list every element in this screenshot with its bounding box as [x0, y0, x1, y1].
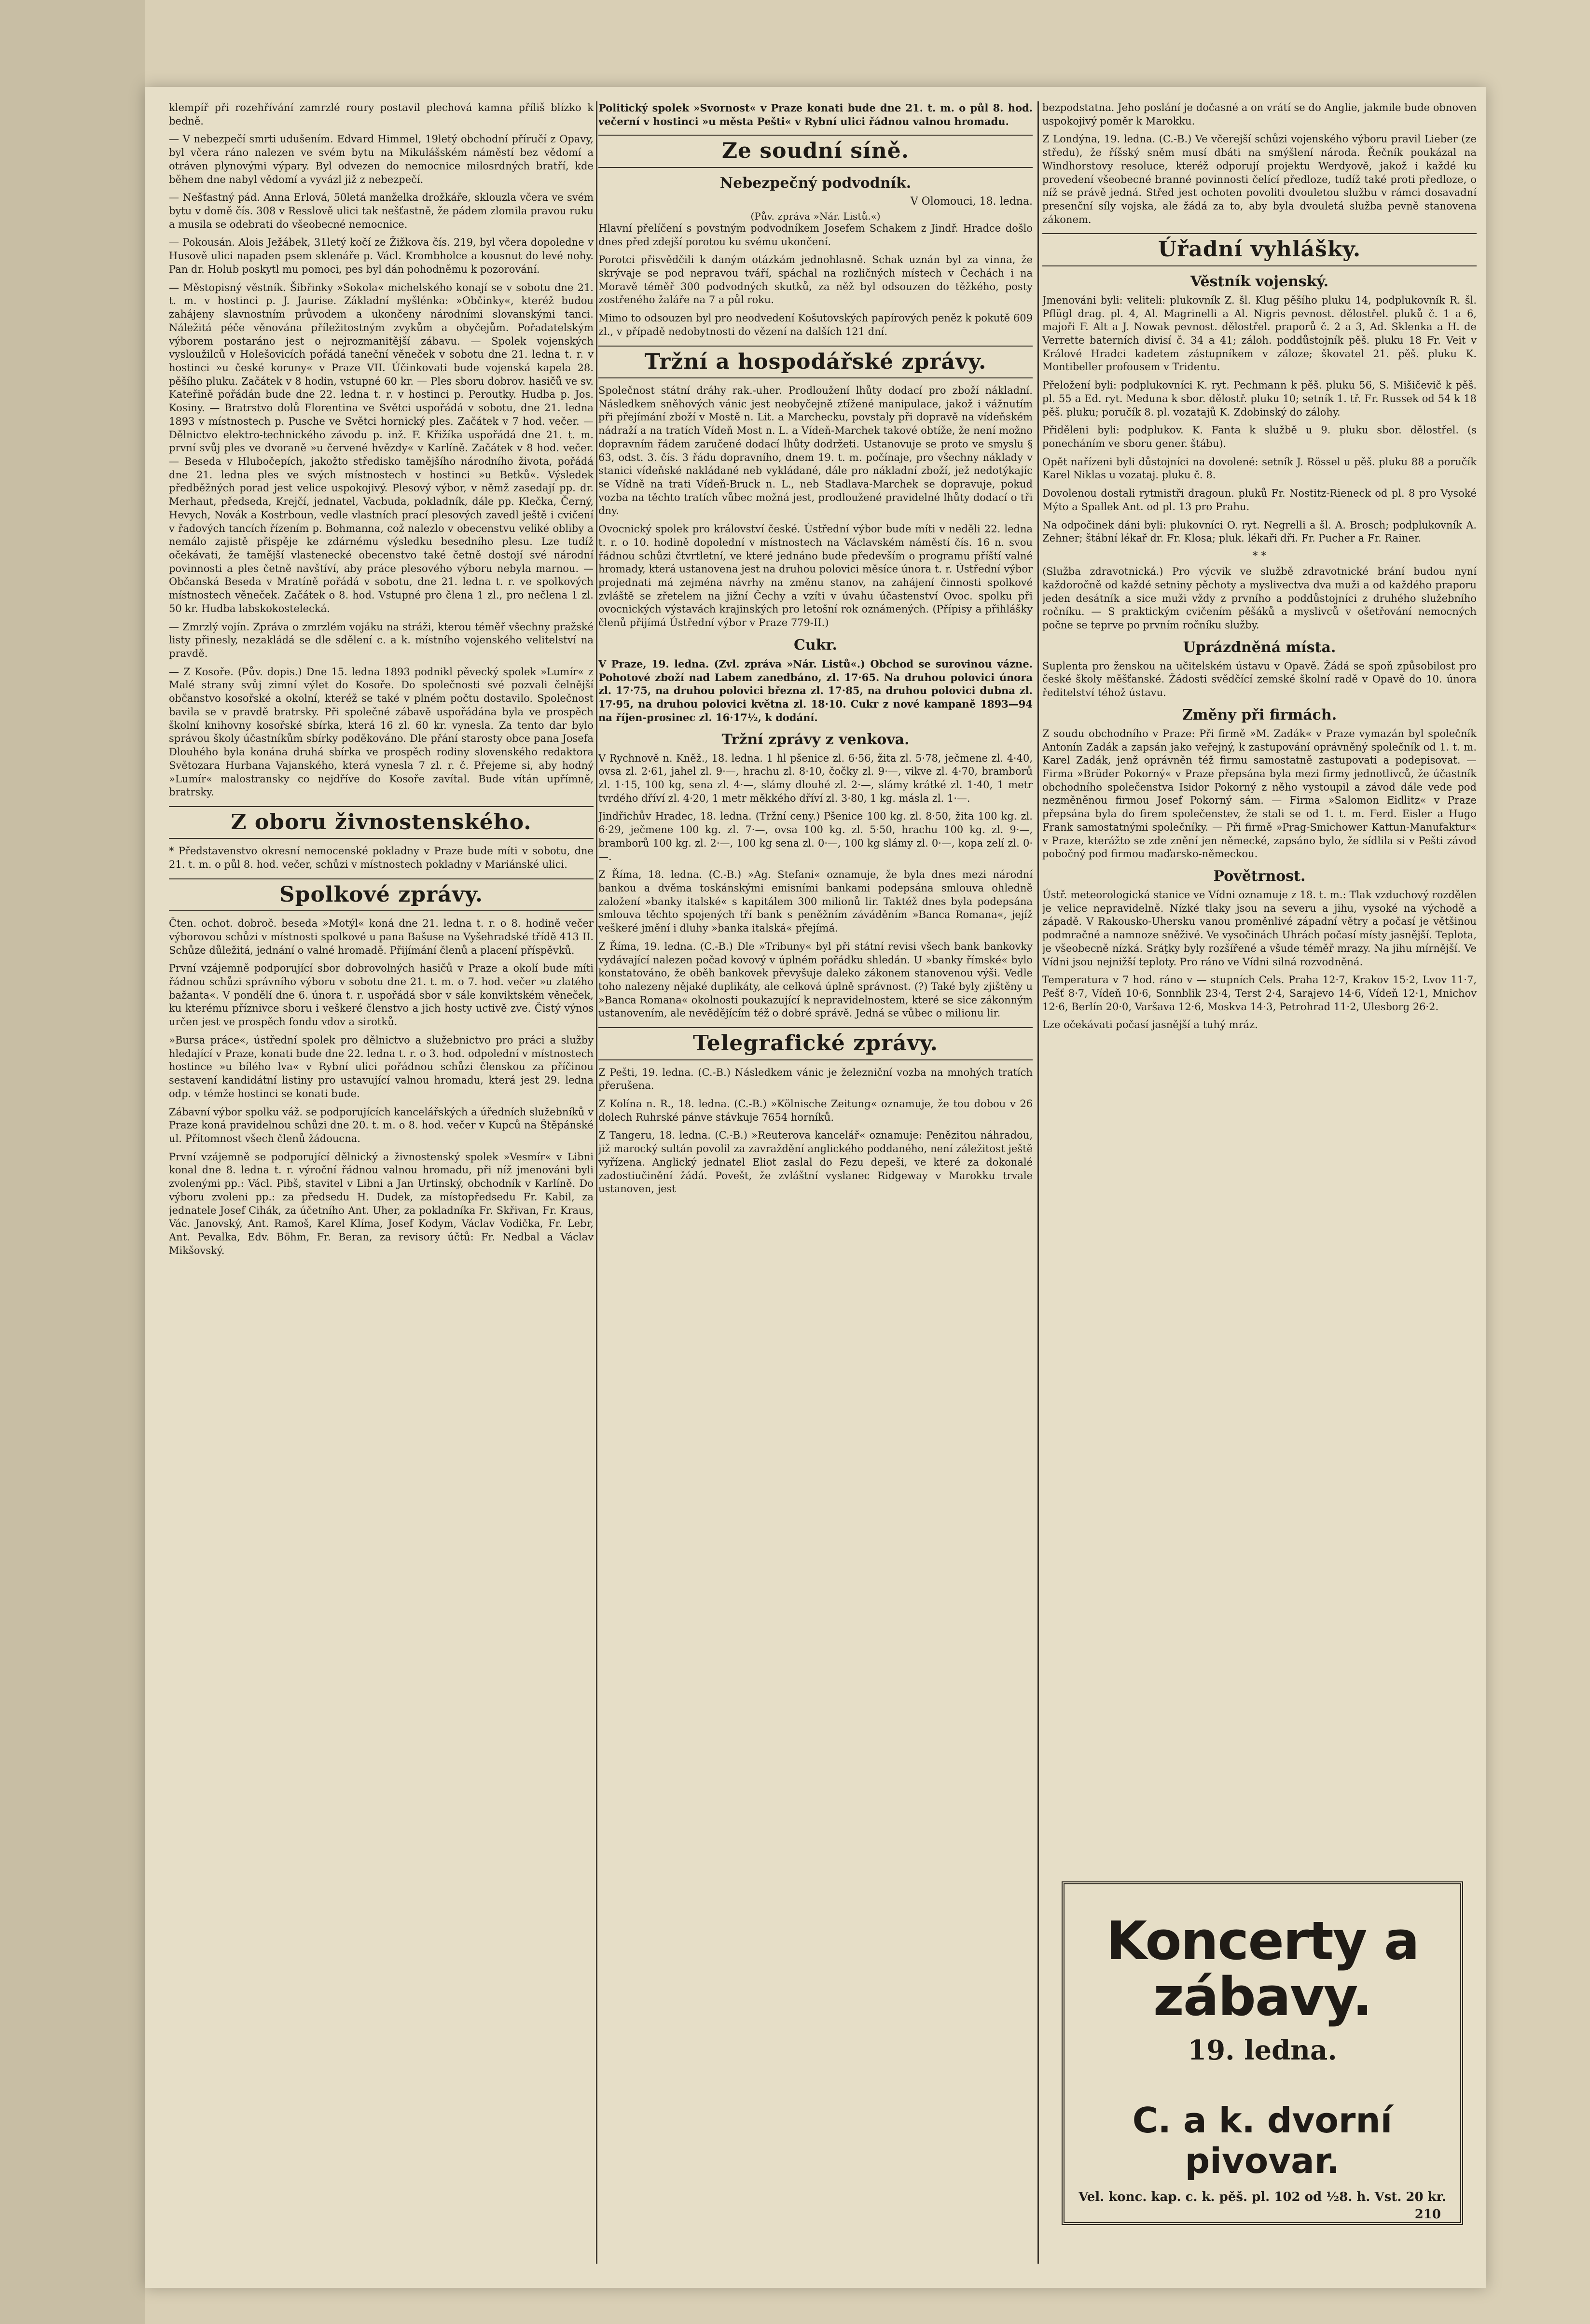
advertisement-box [1062, 1881, 1463, 2225]
article-text: Jindřichův Hradec, 18. ledna. (Tržní ceny.) Pšenice 100 kg. zl. 8·50, žita 100 kg. zl. 6·29, ječmene 100 kg. zl. 7·—, ovsa 100 kg. zl. 5·50, hrachu 100 kg. zl. 9·—, bramborů 100 kg. zl. 2·—, 100 kg sena zl. 0·—, 100 kg slámy zl. 0·—, kopa zelí zl. 0·—. [598, 810, 1033, 863]
article-text: První vzájemně podporující sbor dobrovolných hasičů v Praze a okolí bude míti řádnou schůzi správního výboru v sobotu dne 21. t. m. o 7. hod. večer »u zlatého bažanta«. V pondělí dne 6. února t. r. uspořádá sbor v sále konviktském věneček, ku kterému příznivce sboru i veškeré členstvo a jich hosty uctivě zve. Čistý výnos určen jest ve prospěch fondu vdov a sirotků. [169, 962, 594, 1028]
section-heading: Tržní a hospodářské zprávy. [598, 346, 1033, 378]
article-text: Z Kolína n. R., 18. ledna. (C.-B.) »Kölnische Zeitung« oznamuje, že tou dobou v 26 dolech Ruhrské pánve stávkuje 7654 horníků. [598, 1098, 1033, 1123]
article-text: Přiděleni byli: podplukov. K. Fanta k službě u 9. pluku sbor. dělostřel. (s ponecháním ve sboru gener. štábu). [1042, 424, 1477, 450]
column-divider [596, 101, 597, 2264]
column-3 [1042, 101, 1477, 2273]
article-text: — Nešťastný pád. Anna Erlová, 50letá manželka drožkáře, sklouzla včera ve svém bytu v domě čís. 308 v Resslově ulici tak nešťastně, že pádem zlomila pravou ruku a musila se odebrati do všeobecné nemocnice. [169, 192, 594, 230]
article-text: Společnost státní dráhy rak.-uher. Prodloužení lhůty dodací pro zboží nákladní. Následkem sněhových vánic jest neobyčejně ztížené manipulace, jakož i vážnutím při přejímání zboží v Mostě n. Lit. a Marchecku, povstaly při dopravě na vídeňském nádraží a na tratích Vídeň Most n. L. a Vídeň-Marchek takové obtíže, že není možno dopravním řádem zaručené dodací lhůty dodržeti. Ustanovuje se proto ve smyslu § 63, odst. 3. čís. 3 řádu dopravního, dnem 19. t. m. počínaje, pro všechny náklady v stanici vídeňské nakládané neb vykládané, dále pro nákladní zboží, jež nedotýkajíc se Vídně na trati Vídeň-Bruck n. L., neb Stadlava-Marchek se dopravuje, pokud vozba na těchto tratích vůbec možná jest, prodloužené pravidelné lhůty dodací o tři dny. [598, 384, 1033, 517]
article-text: bezpodstatna. Jeho poslání je dočasné a on vrátí se do Anglie, jakmile bude obnoven uspokojivý poměr k Marokku. [1042, 102, 1477, 127]
ad-company: C. a k. dvorní pivovar. [1132, 2100, 1393, 2181]
article-text: (Služba zdravotnická.) Pro výcvik ve službě zdravotnické brání budou nyní každoročně od každé setniny pěchoty a myslivectva dva muži a od každého praporu jeden desátník a sice muži vždy z prvního a poddůstojníci z druhého služebního ročníku. — S praktickým cvičením pěšáků a myslivců v ošetřování nemocných počne se teprve po prvním ročníku služby. [1042, 566, 1477, 631]
article-text: klempíř při rozehřívání zamrzlé roury postavil plechová kamna příliš blízko k bedně. [169, 102, 594, 127]
article-text: V Rychnově n. Kněž., 18. ledna. 1 hl pšenice zl. 6·56, žita zl. 5·78, ječmene zl. 4·40, ovsa zl. 2·61, jahel zl. 9·—, hrachu zl. 8·10, čočky zl. 9·—, vikve zl. 4·70, bramborů zl. 1·15, 100 kg, sena zl. 4·—, slámy dlouhé zl. 2·—, slámy krátké zl. 1·40, 1 metr tvrdého dříví zl. 4·20, 1 metr měkkého dříví zl. 3·80, 1 kg. másla zl. 1·—. [598, 752, 1033, 804]
article-text: Zábavní výbor spolku váž. se podporujících kancelářských a úředních služebníků v Praze koná pravidelnou schůzi dne 20. t. m. o 8. hod. večer v Kupců na Štěpánské ul. Přítomnost všech členů žádoucna. [169, 1106, 594, 1144]
ad-number: 210 [1414, 2207, 1441, 2222]
article-text: Temperatura v 7 hod. ráno v — stupních Cels. Praha 12·7, Krakov 15·2, Lvov 11·7, Pešť 8·7, Vídeň 10·6, Sonnblik 23·4, Terst 2·4, Sarajevo 14·6, Vídeň 12·1, Mnichov 12·6, Berlín 20·0, Varšava 12·6, Moskva 14·3, Petrohrad 11·2, Ulesborg 26·2. [1042, 974, 1477, 1013]
article-text: Mimo to odsouzen byl pro neodvedení Košutovských papírových peněz k pokutě 609 zl., v případě nedobytnosti do vězení na dalších 121 dní. [598, 312, 1033, 337]
article-text: Opět nařízeni byli důstojníci na dovolené: setník J. Rössel u pěš. pluku 88 a poručík Karel Niklas u vozataj. pluku č. 8. [1042, 456, 1477, 481]
ad-date: 19. ledna. [1188, 2034, 1337, 2066]
article-text: Z Říma, 18. ledna. (C.-B.) »Ag. Stefani« oznamuje, že byla dnes mezi národní bankou a dvěma toskánskými emisními bankami podepsána smlouva ohledně založení »banky italské« s kapitálem 300 milionů lir. Taktéž dnes byla podepsána smlouva těchto spojených tří bank s peněžním záváděním »Banca Romana«, jejíž veškeré jmění i dluhy »banka italská« přejímá. [598, 869, 1033, 934]
article-text: — Městopisný věstník. Šibřinky »Sokola« michelského konají se v sobotu dne 21. t. m. v hostinci p. J. Jaurise. Základní myšlénka: »Občinky«, kteréž budou zahájeny slavnostním průvodem a ukončeny národními slovanskými tanci. Náležitá péče věnována příležitostným zvykům a obyčejům. Pořadatelským výborem postaráno jest o nejrozmanitější zábavu. — Spolek vojenských vysloužilců v Holešovicích pořádá taneční věneček v sobotu dne 21. ledna t. r. v hostinci »u české koruny« v Praze VII. Účinkovati bude vojenská kapela 28. pěšího pluku. Začátek v 8 hodin, vstupné 60 kr. — Ples sboru dobrov. hasičů ve sv. Kateřině pořádán bude dne 22. ledna t. r. v hostinci p. Peroutky. Hudba p. Jos. Kosiny. — Bratrstvo dolů Florentina ve Světci uspořádá v sobotu, dne 21. ledna 1893 v místnostech p. Pusche ve Světci hornický ples. Začátek v 7 hod. večer. — Dělnictvo elektro-technického závodu p. inž. F. Křižíka uspořádá dne 21. t. m. první svůj ples ve dvoraně »u červené hvězdy« v Karlíně. Začátek v 8 hod. večer. — Beseda v Hlubočepích, jakožto středisko tamějšího národního života, pořádá dne 21. ledna ples ve svých místnostech v hostinci »u Betků«. Výsledek předběžných porad jest velice uspokojivý. Plesový výbor, v němž zasedají pp. dr. Merhaut, předseda, Krejčí, jednatel, Vacbuda, pokladník, dále pp. Klečka, Černý, Hevych, Novák a Kostrboun, vedle vlastních prací plesových zavedl ještě i cvičení v řadových tancích řízením p. Bohmanna, což nalezlo v obecenstvu veliké obliby a nemálo zajistě přispěje ke zdárnému výsledku besedního plesu. Lze tudíž očekávati, že tamější vlastenecké obecenstvo také četně dostojí své národní povinnosti a ples četně navštíví, aby práce plesového výboru nebyla marnou. — Občanská Beseda v Mratíně pořádá v sobotu, dne 21. ledna t. r. ve spolkových místnostech věneček. Začátek o 8. hod. Vstupné pro člena 1 zl., pro nečlena 1 zl. 50 kr. Hudba labskokostelecká. [169, 281, 594, 614]
article-text: — Zmrzlý vojín. Zpráva o zmrzlém vojáku na stráži, kterou téměř všechny pražské listy přinesly, nezakládá se dle sdělení c. a k. místního vojenského velitelství na pravdě. [169, 621, 594, 660]
article-text: Lze očekávati počasí jasnější a tuhý mráz. [1042, 1019, 1258, 1031]
section-heading: Telegrafické zprávy. [598, 1027, 1033, 1060]
article-text: Politický spolek »Svornost« v Praze konati bude dne 21. t. m. o půl 8. hod. večerní v hostinci »u města Pešti« v Rybní ulici řádnou valnou hromadu. [598, 102, 1033, 127]
article-text: Ústř. meteorologická stanice ve Vídni oznamuje z 18. t. m.: Tlak vzduchový rozdělen je velice nepravidelně. Nízké tlaky jsou na severu a jihu, vysoké na východě a západě. V Rakousko-Uhersku vanou proměnlivé západní větry a počasí je většinou podmračné a namnoze sněživé. Ve vysočinách Uhrách počasí místy jasnější. Teplota, je všeobecně nízká. Sráţky byly rozšířené a všude téměř mrazy. Na jihu mírnější. Ve Vídni jsou nejnižší teploty. Pro ráno ve Vídni silná rozvodněná. [1042, 889, 1477, 968]
article-headline: Povětrnost. [1213, 868, 1306, 885]
article-text: Suplenta pro ženskou na učitelském ústavu v Opavě. Žádá se spoň způsobilost pro české školy měšťanské. Žádosti svědčící zemské školní radě v Opavě do 10. února ředitelství téhož ústavu. [1042, 660, 1477, 699]
ad-detail: Vel. konc. kap. c. k. pěš. pl. 102 od ½8. h. Vst. 20 kr. [1078, 2190, 1447, 2204]
column-2 [598, 101, 1033, 2273]
column-1 [169, 101, 594, 2273]
article-text: Z Pešti, 19. ledna. (C.-B.) Následkem vánic je železniční vozba na mnohých tratích přerušena. [598, 1066, 1033, 1092]
section-heading: Spolkové zprávy. [169, 878, 594, 911]
article-headline: Tržní zprávy z venkova. [721, 731, 910, 748]
article-text: Z Tangeru, 18. ledna. (C.-B.) »Reuterova kancelář« oznamuje: Penězitou náhradou, již marocký sultán povolil za zavraždění anglického poddaného, není záležitost ještě vyřízena. Anglický jednatel Eliot zaslal do Fezu depeši, ve které za dokonalé zadostiučinění žádá. Povešt, že zvláštní vyslanec Ridgeway v Marokku trvale ustanoven, jest [598, 1129, 1033, 1195]
section-heading: Ze soudní síně. [598, 135, 1033, 167]
article-headline: Nebezpečný podvodník. [719, 174, 912, 192]
ad-title: Koncerty a zábavy. [1106, 1910, 1419, 2028]
article-text: — Pokousán. Alois Ježábek, 31letý kočí ze Žižkova čís. 219, byl včera dopoledne v Husově ulici napaden psem sklenáře p. Václ. Krombholce a kousnut do levé nohy. Pan dr. Holub poskytl mu pomoci, pes byl dán pohodněmu k pozorování. [169, 237, 594, 275]
article-text: První vzájemně se podporující dělnický a živnostenský spolek »Vesmír« v Libni konal dne 8. ledna t. r. výroční řádnou valnou hromadu, při níž jmenováni byli zvolenými pp.: Václ. Pibš, stavitel v Libni a Jan Urtinský, obchodník v Karlíně. Do výboru zvoleni pp.: za předsedu H. Dudek, za místopředsedu Fr. Kabil, za jednatele Josef Cihák, za účetního Ant. Uher, za pokladníka Fr. Skřivan, Fr. Kraus, Vác. Janovský, Ant. Ramoš, Karel Klíma, Josef Kodym, Václav Vodička, Fr. Lebr, Ant. Pevalka, Edv. Böhm, Fr. Beran, za revisory účtů: Fr. Nedbal a Václav Mikšovský. [169, 1151, 594, 1256]
article-text: Hlavní přelíčení s povstným podvodníkem Josefem Schakem z Jindř. Hradce došlo dnes před zdejší porotou ku svému ukončení. [598, 222, 1033, 248]
separator-ornament: * * [1252, 550, 1267, 563]
column-divider [1037, 101, 1039, 2264]
article-headline: Změny při firmách. [1182, 706, 1337, 724]
article-text: — Z Kosoře. (Pův. dopis.) Dne 15. ledna 1893 podnikl pěvecký spolek »Lumír« z Malé strany svůj zimní výlet do Kosoře. Do společnosti své pozvali čelnější občanstvo kosořské a okolní, kteréž se také v plném počtu dostavilo. Společnost bavila se v pravdě bratrsky. Při společné zábavě uspořádána byla ve prospěch školní knihovny kosořské sbírka, která 16 zl. 60 kr. vynesla. Za tento dar bylo správou školy účastníkům sbírky poděkováno. Dle přání starosty obce pana Josefa Dlouhého byla konána druhá sbírka ve prospěch rodiny slovenského redaktora Světozara Hurbana Vajanského, která vynesla 7 zl. r. č. Přejeme si, aby hodný »Lumír« malostransky co nejdříve do Kosoře zavítal. Bude vítán upřímně, bratrsky. [169, 666, 594, 798]
article-text: Přeložení byli: podplukovníci K. ryt. Pechmann k pěš. pluku 56, S. Mišičevič k pěš. pl. 55 a Ed. ryt. Meduna k sbor. dělostř. pluku 10; setník 1. tř. Fr. Russek od 54 k 18 pěš. pluku; poručík 8. pl. vozatajů K. Zdobinský do zálohy. [1042, 379, 1477, 418]
article-text: * Představenstvo okresní nemocenské pokladny v Praze bude míti v sobotu, dne 21. t. m. o půl 8. hod. večer, schůzi v místnostech pokladny v Mariánské ulici. [169, 845, 594, 871]
article-text: — V nebezpečí smrti udušením. Edvard Himmel, 19letý obchodní příručí z Opavy, byl včera ráno nalezen ve svém bytu na Mikulášském náměstí bez vědomí a otráven plynovými výpary. Byl odvezen do nemocnice milosrdných bratří, kde během dne nabyl vědomí a vyvázl již z nebezpečí. [169, 133, 594, 185]
article-headline: Věstník vojenský. [1190, 273, 1329, 290]
newspaper-page [145, 87, 1486, 2288]
page-edge [0, 0, 145, 2324]
source-note: (Pův. zpráva »Nár. Listů.«) [750, 210, 881, 222]
article-text: Z soudu obchodního v Praze: Při firmě »M. Zadák« v Praze vymazán byl společník Antonín Zadák a zapsán jako veřejný, k zastupování oprávněný společník od 1. t. m. Karel Zadák, jenž oprávněn též firmu samostatně zastupovati a podepisovat. — Firma »Brüder Pokorný« v Praze přepsána byla mezi firmy jednotlivců, že účastník obchodního společenstva Isidor Pokorný z něho vystoupil a závod dále vede pod nezměněnou firmou Josef Pokorný sám. — Firma »Salomon Eidlitz« v Praze přepsána byla do firem společenstev, že stali se od 1. t. m. Ferd. Eisler a Hugo Frank samostatnými společníky. — Při firmě »Prag-Smichower Kattun-Manufaktur« v Praze, kterážto se zde znění jen německé, zapsáno bylo, že sídlila si v Pešti závod pobočný pod firmou maďarsko-německou. [1042, 727, 1477, 860]
article-text: »Bursa práce«, ústřední spolek pro dělnictvo a služebnictvo pro práci a služby hledající v Praze, konati bude dne 22. ledna t. r. o 3. hod. odpolední v místnostech hostince »u bílého lva« v Rybní ulici pořádnou schůzi členskou za příčinou sestavení kandidátní listiny pro ustavující valnou hromadu, která jest 29. ledna odp. v témže hostinci se konati bude. [169, 1034, 594, 1099]
dateline: V Olomouci, 18. ledna. [910, 195, 1033, 208]
article-text: Ovocnický spolek pro království české. Ústřední výbor bude míti v neděli 22. ledna t. r. o 10. hodině dopolední v místnostech na Václavském náměstí čís. 16 n. svou řádnou schůzi čtvrtletní, ve které jednáno bude především o programu příští valné hromady, která ustanovena jest na druhou polovici měsíce února t. r. Ústřední výbor projednati má zejména návrhy na změnu stanov, na zahájení činnosti spolkové zvláště se zřetelem na jižní Čechy a vzíti v úvahu účastenství Ovoc. spolku při ovocnických výstavách krajinských pro letošní rok oznámených. (Přípisy a přihlášky členů přijímá Ústřední výbor v Praze 779-II.) [598, 523, 1033, 629]
article-text: Čten. ochot. dobroč. beseda »Motýl« koná dne 21. ledna t. r. o 8. hodině večer výborovou schůzi v místnosti spolkové u pana Bašuse na Vyšehradské třídě 413 II. Schůze důležitá, jednání o valné hromadě. Přijímání členů a placení příspěvků. [169, 918, 594, 956]
article-text: Z Říma, 19. ledna. (C.-B.) Dle »Tribuny« byl při státní revisi všech bank bankovky vydávající nalezen počad kovový v úplném pořádku shledán. U »banky římské« bylo konstatováno, že oběh bankovek převyšuje daleko zákonem stanovenou výši. Vedle toho nalezeny nějaké duplikáty, ale celková úplně správnost. (?) Také byly zjištěny u »Banca Romana« okolnosti poukazující k nepravidelnostem, které se sice zákonným ustanovením, ale nevědějícím též o dobré správě. Jedná se vůbec o milionu lir. [598, 940, 1033, 1019]
article-text: Jmenováni byli: veliteli: plukovník Z. šl. Klug pěšího pluku 14, podplukovník R. šl. Pflügl drag. pl. 4, Al. Magrinelli a Al. Nigris pevnost. dělostřel. pluků č. 1 a 6, majoři F. Alt a J. Nowak pevnost. dělostřel. praporů č. 2 a 3, Ad. Sklenka a H. de Verrette baterních divisí č. 34 a 41; záloh. poddůstojník pěš. pluku 18 Fr. Veit v Králové Hradci kadetem zástupníkem v záloze; škovatel 21. pěš. pluku K. Montibeller profousem v Tridentu. [1042, 294, 1477, 373]
article-text: V Praze, 19. ledna. (Zvl. zpráva »Nár. Listů«.) Obchod se surovinou vázne. Pohotové zboží nad Labem zanedbáno, zl. 17·65. Na druhou polovici února zl. 17·75, na druhou polovici března zl. 17·85, na druhou polovici dubna zl. 17·95, na druhou polovici května zl. 18·10. Cukr z nové kampaně 1893—94 na říjen-prosinec zl. 16·17½, k dodání. [598, 657, 1033, 724]
section-heading: Z oboru živnostenského. [169, 806, 594, 839]
article-headline: Uprázdněná místa. [1183, 639, 1336, 656]
article-text: Dovolenou dostali rytmistři dragoun. pluků Fr. Nostitz-Rieneck od pl. 8 pro Vysoké Mýto a Spallek Ant. od pl. 13 pro Prahu. [1042, 487, 1477, 513]
article-headline: Cukr. [794, 636, 837, 654]
article-text: Porotci přisvědčili k daným otázkám jednohlasně. Schak uznán byl za vinna, že skrývaje se pod nepravou tváří, spáchal na rozličných místech v Čechách i na Moravě téměř 300 podvodných skutků, za něž byl odsouzen do těžkého, posty zostřeného žaláře na 7 a půl roku. [598, 254, 1033, 306]
article-text: Z Londýna, 19. ledna. (C.-B.) Ve včerejší schůzi vojenského výboru pravil Lieber (ze středu), že říšský sněm musí dbáti na smýšlení národa. Řečník poukázal na Windhorstovy resoluce, kteréž odporují projektu Werdyově, jakož i každé ku provedení všeobecné branné povinnosti čelící předloze, tudíž také proti předloze, o níž se právě jedná. Střed jest ochoten povoliti dvouletou službu v rámci dosavadní presenční síly vojska, ale žádá za to, aby byla dvouletá služba pevně stanovena zákonem. [1042, 133, 1477, 225]
section-heading: Úřadní vyhlášky. [1042, 233, 1477, 266]
article-text: Na odpočinek dáni byli: plukovníci O. ryt. Negrelli a šl. A. Brosch; podplukovník A. Zehner; štábní lékař dr. Fr. Klosa; pluk. lékaři dři. Fr. Pucher a Fr. Rainer. [1042, 519, 1477, 544]
